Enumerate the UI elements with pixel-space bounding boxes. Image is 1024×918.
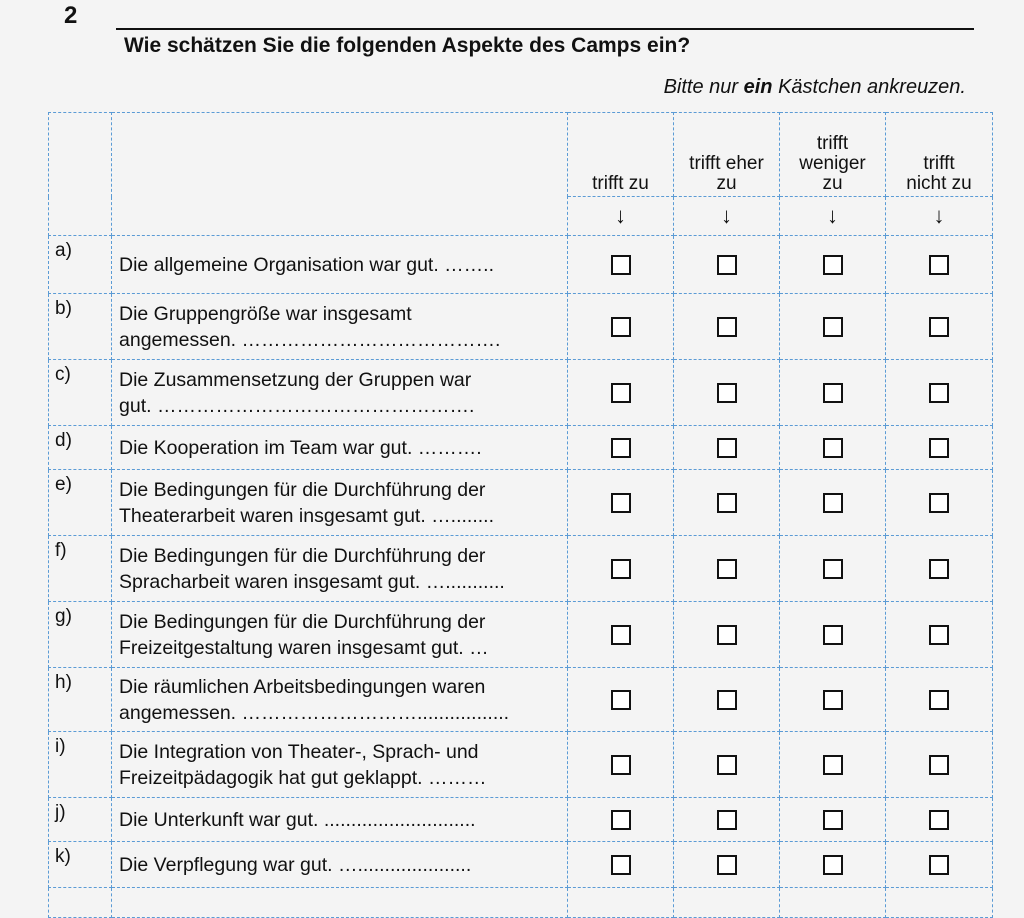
statement-row (49, 470, 993, 536)
answer-cell (674, 294, 780, 360)
answer-cell (674, 732, 780, 798)
answer-cell (568, 536, 674, 602)
instruction-prefix: Bitte nur (663, 76, 744, 98)
statement-row (49, 668, 993, 732)
answer-cell (674, 426, 780, 470)
checkbox[interactable] (717, 559, 737, 579)
statement-line: Die Bedingungen für die Durchführung der (119, 544, 486, 567)
checkbox[interactable] (823, 559, 843, 579)
checkbox[interactable] (717, 317, 737, 337)
statement-line: Theaterarbeit waren insgesamt gut. …........ (119, 504, 495, 527)
checkbox[interactable] (611, 255, 631, 275)
checkbox[interactable] (823, 493, 843, 513)
header-row (49, 113, 993, 197)
down-arrow-icon (886, 197, 993, 236)
answer-cell (780, 668, 886, 732)
column-header-line: zu (822, 173, 843, 194)
statement-line: Freizeitgestaltung waren insgesamt gut. … (119, 636, 489, 659)
item-letter: i) (49, 732, 112, 798)
answer-cell (780, 798, 886, 842)
answer-cell (886, 798, 993, 842)
column-header-line: trifft eher (689, 153, 764, 174)
statement-line: Die Bedingungen für die Durchführung der (119, 478, 486, 501)
statement-line: Die Bedingungen für die Durchführung der (119, 610, 486, 633)
statement-line: angemessen. ………………………................. (119, 701, 510, 724)
column-header-line: trifft (923, 153, 955, 174)
answer-cell (886, 732, 993, 798)
item-letter: d) (49, 426, 112, 470)
answer-cell (780, 732, 886, 798)
down-arrow-glyph: ↓ (933, 202, 945, 228)
checkbox[interactable] (823, 317, 843, 337)
checkbox[interactable] (611, 317, 631, 337)
answer-cell (568, 360, 674, 426)
checkbox[interactable] (611, 810, 631, 830)
answer-cell (568, 842, 674, 888)
item-letter: k) (49, 842, 112, 888)
empty-cell (568, 888, 674, 918)
checkbox[interactable] (823, 755, 843, 775)
answer-cell (674, 360, 780, 426)
statement-row (49, 536, 993, 602)
instruction-suffix: Kästchen ankreuzen. (772, 76, 966, 98)
checkbox[interactable] (929, 755, 949, 775)
checkbox[interactable] (823, 690, 843, 710)
column-header-line: nicht zu (906, 173, 972, 194)
answer-cell (886, 470, 993, 536)
checkbox[interactable] (929, 690, 949, 710)
checkbox[interactable] (823, 255, 843, 275)
checkbox[interactable] (823, 625, 843, 645)
checkbox[interactable] (929, 855, 949, 875)
statement-line: Die Integration von Theater-, Sprach- und (119, 740, 479, 763)
column-header-line: trifft (816, 133, 849, 154)
statement-text (112, 798, 568, 842)
checkbox[interactable] (717, 438, 737, 458)
answer-cell (886, 602, 993, 668)
checkbox[interactable] (611, 383, 631, 403)
statement-text (112, 668, 568, 732)
checkbox[interactable] (929, 317, 949, 337)
question-number: 2 (64, 2, 78, 29)
checkbox[interactable] (611, 690, 631, 710)
answer-cell (674, 798, 780, 842)
answer-cell (568, 426, 674, 470)
checkbox[interactable] (717, 690, 737, 710)
answer-cell (886, 668, 993, 732)
checkbox[interactable] (717, 625, 737, 645)
answer-cell (568, 732, 674, 798)
checkbox[interactable] (929, 493, 949, 513)
header-corner-letter (49, 113, 112, 236)
statement-text (112, 536, 568, 602)
empty-cell (112, 888, 568, 918)
answer-cell (886, 842, 993, 888)
down-arrow-glyph: ↓ (721, 202, 732, 228)
statement-line: Die räumlichen Arbeitsbedingungen waren (119, 675, 486, 698)
column-header-line: trifft zu (592, 173, 649, 194)
checkbox[interactable] (929, 383, 949, 403)
down-arrow-icon (780, 197, 886, 236)
statement-line: Die Kooperation im Team war gut. ………. (119, 436, 482, 459)
statement-line: Freizeitpädagogik hat gut geklappt. ……… (119, 766, 487, 789)
statement-text (112, 236, 568, 294)
answer-cell (674, 236, 780, 294)
answer-cell (568, 236, 674, 294)
answer-cell (674, 842, 780, 888)
down-arrow-glyph: ↓ (827, 202, 838, 228)
statement-text (112, 470, 568, 536)
statement-line: angemessen. …………………………………. (119, 328, 501, 351)
column-header-trifft-eher-zu (674, 113, 780, 197)
answer-cell (780, 602, 886, 668)
answer-cell (568, 294, 674, 360)
statement-row (49, 294, 993, 360)
answer-cell (674, 470, 780, 536)
answer-cell (886, 426, 993, 470)
statement-text (112, 732, 568, 798)
empty-cell (49, 888, 112, 918)
down-arrow-glyph: ↓ (615, 202, 626, 228)
answer-cell (780, 426, 886, 470)
answer-cell (568, 798, 674, 842)
checkbox[interactable] (717, 493, 737, 513)
item-letter: a) (49, 236, 112, 294)
checkbox[interactable] (929, 810, 949, 830)
empty-cell (780, 888, 886, 918)
checkbox[interactable] (929, 438, 949, 458)
checkbox[interactable] (929, 255, 949, 275)
item-letter: j) (49, 798, 112, 842)
statement-row (49, 732, 993, 798)
answer-cell (886, 360, 993, 426)
statement-line: Die Gruppengröße war insgesamt (119, 302, 412, 325)
statement-line: Die Verpflegung war gut. …..................... (119, 853, 472, 876)
answer-cell (780, 236, 886, 294)
header-corner-statement (112, 113, 568, 236)
checkbox[interactable] (823, 438, 843, 458)
answer-cell (886, 294, 993, 360)
statement-line: Die allgemeine Organisation war gut. …….. (119, 253, 495, 276)
statement-text (112, 294, 568, 360)
checkbox[interactable] (717, 255, 737, 275)
answer-cell (568, 602, 674, 668)
down-arrow-icon (568, 197, 674, 236)
answer-cell (780, 294, 886, 360)
checkbox[interactable] (611, 625, 631, 645)
column-header-trifft-weniger-zu (780, 113, 886, 197)
answer-cell (780, 360, 886, 426)
checkbox[interactable] (611, 493, 631, 513)
statement-text (112, 602, 568, 668)
checkbox[interactable] (717, 810, 737, 830)
statement-line: Die Unterkunft war gut. ............................ (119, 808, 476, 831)
answer-cell (568, 470, 674, 536)
answer-cell (674, 602, 780, 668)
answer-cell (886, 236, 993, 294)
statement-row (49, 602, 993, 668)
checkbox[interactable] (929, 559, 949, 579)
checkbox[interactable] (823, 855, 843, 875)
answer-cell (886, 536, 993, 602)
down-arrow-icon (674, 197, 780, 236)
checkbox[interactable] (611, 438, 631, 458)
item-letter: e) (49, 470, 112, 536)
statement-row (49, 426, 993, 470)
statement-text (112, 842, 568, 888)
answer-cell (780, 536, 886, 602)
column-header-line: weniger (799, 153, 866, 174)
checkbox[interactable] (717, 855, 737, 875)
column-header-trifft-zu (568, 113, 674, 197)
checkbox[interactable] (823, 810, 843, 830)
statement-line: gut. …………………………………………. (119, 394, 475, 417)
checkbox[interactable] (929, 625, 949, 645)
empty-cell (886, 888, 993, 918)
answer-cell (780, 470, 886, 536)
rating-table (48, 112, 993, 918)
statement-row (49, 360, 993, 426)
item-letter: g) (49, 602, 112, 668)
empty-row (49, 888, 993, 918)
checkbox[interactable] (611, 855, 631, 875)
item-letter: h) (49, 668, 112, 732)
instruction-text (664, 76, 966, 99)
answer-cell (674, 536, 780, 602)
statement-row (49, 842, 993, 888)
checkbox[interactable] (611, 755, 631, 775)
answer-cell (674, 668, 780, 732)
statement-row (49, 798, 993, 842)
checkbox[interactable] (611, 559, 631, 579)
instruction-bold: ein (743, 76, 773, 98)
title-rule (116, 28, 974, 30)
column-header-line: zu (716, 173, 737, 194)
answer-cell (780, 842, 886, 888)
answer-cell (568, 668, 674, 732)
statement-line: Spracharbeit waren insgesamt gut. …........... (119, 570, 505, 593)
item-letter: b) (49, 294, 112, 360)
item-letter: f) (49, 536, 112, 602)
checkbox[interactable] (717, 755, 737, 775)
statement-line: Die Zusammensetzung der Gruppen war (119, 368, 472, 391)
checkbox[interactable] (717, 383, 737, 403)
statement-text (112, 360, 568, 426)
column-header-trifft-nicht-zu (886, 113, 993, 197)
item-letter: c) (49, 360, 112, 426)
checkbox[interactable] (823, 383, 843, 403)
statement-row (49, 236, 993, 294)
question-title: Wie schätzen Sie die folgenden Aspekte des Camps ein? (124, 34, 691, 57)
statement-text (112, 426, 568, 470)
empty-cell (674, 888, 780, 918)
